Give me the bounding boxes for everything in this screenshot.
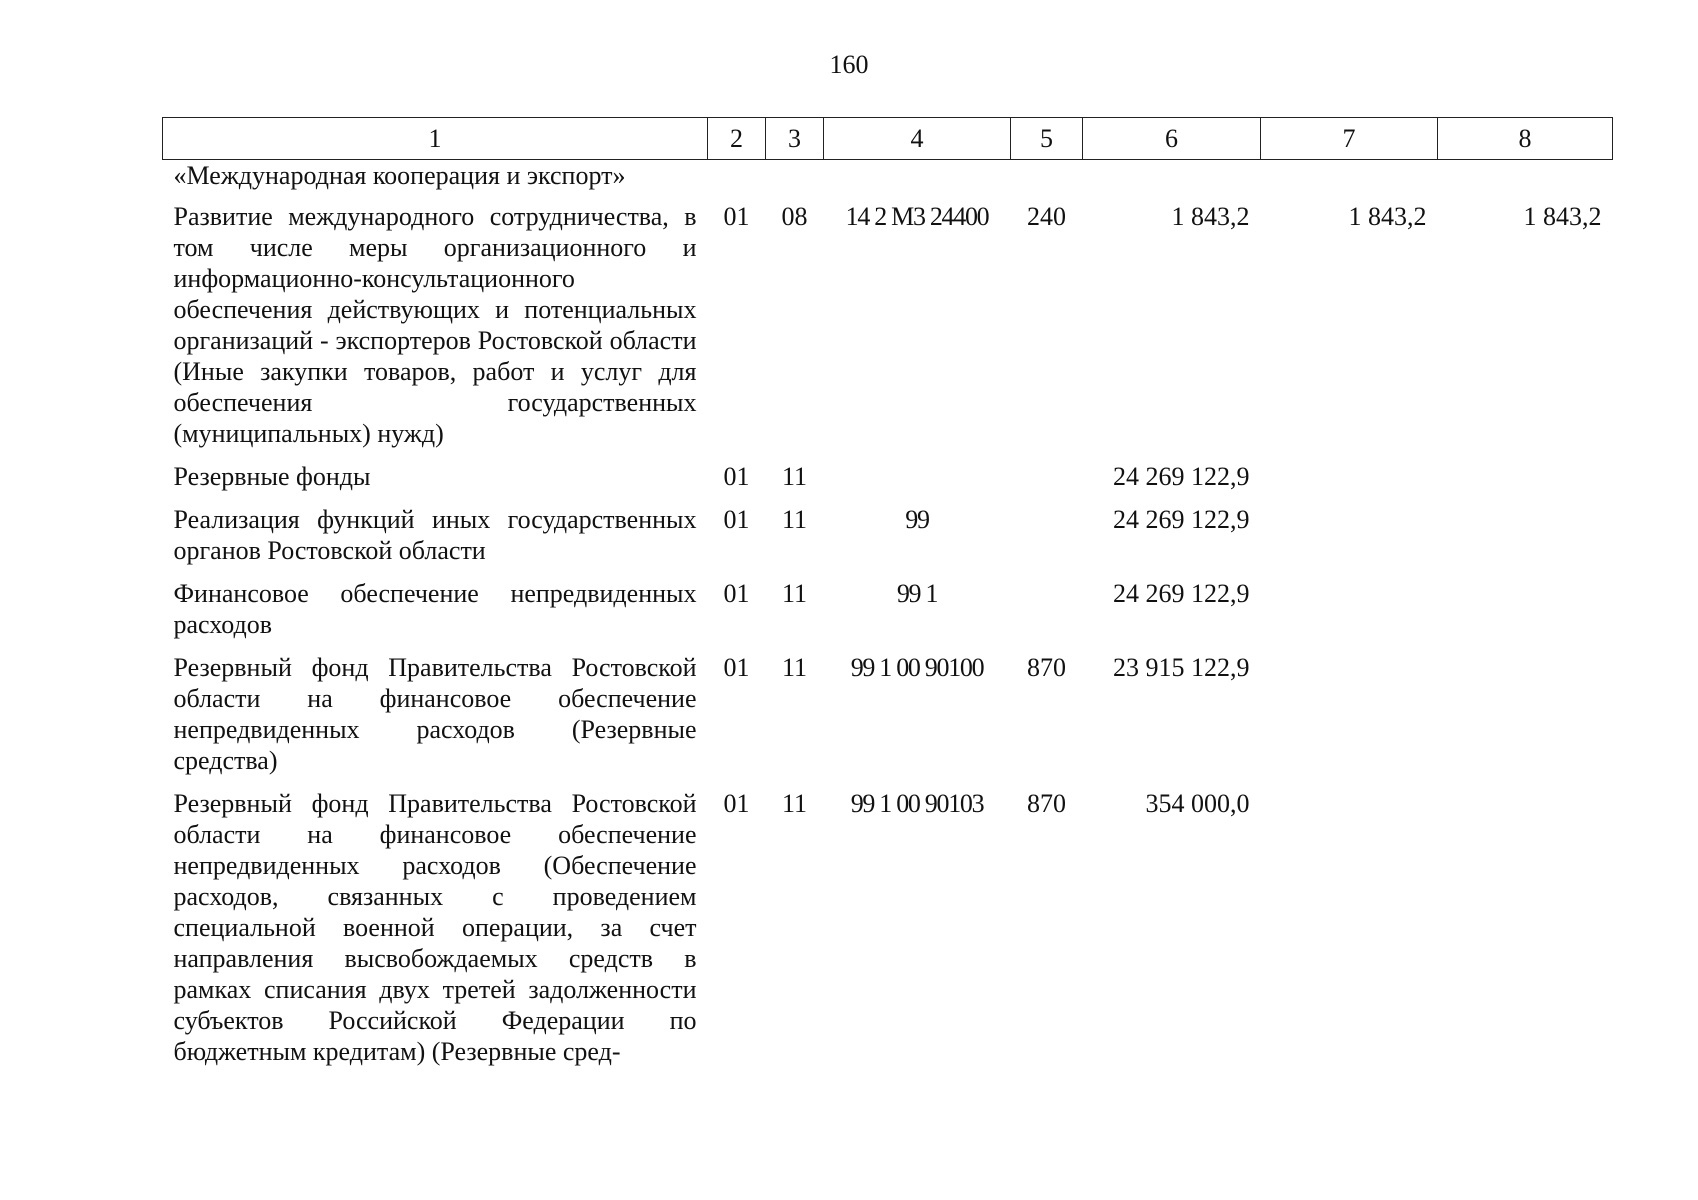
header-row [163, 118, 1613, 160]
row-csr [824, 461, 1011, 504]
table-row [163, 201, 1613, 461]
row-pr: 11 [781, 579, 808, 608]
table-header [163, 118, 1613, 160]
row-sum-3 [1438, 504, 1613, 578]
row-name: Резервные фонды [173, 462, 371, 491]
table-row [163, 578, 1613, 652]
row-rz: 01 [723, 462, 750, 491]
row-name: Резервный фонд Правительства Ростовской области на финансовое обеспечение непредвиденных расходов (Резервные средства) [173, 653, 697, 775]
table-row [163, 504, 1613, 578]
row-sum-3 [1438, 788, 1613, 1079]
row-name: Резервный фонд Правительства Ростовской области на финансовое обеспечение непредвиденных расходов (Обеспечение расходов, связанных с проведением специальной военной операции, за счет направления высвобождаемых средств в рамках списания двух третей задолженности субъектов Российской Федерации по бюджетным кредитам) (Резервные сред- [173, 789, 697, 1066]
row-sum-3 [1438, 461, 1613, 504]
row-sum-1: 354 000,0 [1145, 789, 1250, 818]
row-vr: 870 [1027, 789, 1066, 818]
row-name: Финансовое обеспечение непредвиденных расходов [173, 579, 697, 639]
row-sum-2 [1261, 788, 1438, 1079]
row-name: Реализация функций иных государственных органов Ростовской области [173, 505, 697, 565]
row-vr [1011, 504, 1083, 578]
row-sum-3 [1438, 578, 1613, 652]
header-col-7: 7 [1261, 118, 1438, 160]
row-rz: 01 [723, 653, 750, 682]
row-sum-1: 24 269 122,9 [1113, 579, 1250, 608]
row-sum-2 [1261, 652, 1438, 788]
row-vr [1011, 461, 1083, 504]
row-vr: 240 [1027, 202, 1066, 231]
header-col-5: 5 [1011, 118, 1083, 160]
header-col-4: 4 [824, 118, 1011, 160]
row-sum-2 [1261, 504, 1438, 578]
row-rz: 01 [723, 579, 750, 608]
header-col-2: 2 [708, 118, 766, 160]
row-csr: 99 1 [896, 579, 938, 608]
row-pr: 11 [781, 462, 808, 491]
header-col-8: 8 [1438, 118, 1613, 160]
row-name: Развитие международного сотрудничества, в том числе меры организационного и информационно-консультационного обеспечения действующих и потенциальных организаций - экспортеров Ростовской области (Иные закупки товаров, работ и услуг для обеспечения государственных (муниципальных) нужд) [173, 202, 697, 448]
row-sum-1: 23 915 122,9 [1113, 653, 1250, 682]
table-row [163, 788, 1613, 1079]
row-pr: 11 [781, 653, 808, 682]
row-csr: 99 1 00 90100 [850, 653, 984, 682]
row-pr: 08 [781, 202, 808, 231]
row-sum-2 [1261, 578, 1438, 652]
row-csr: 99 1 00 90103 [850, 789, 984, 818]
row-pr: 11 [781, 505, 808, 534]
budget-table [162, 117, 1613, 1079]
header-col-6: 6 [1083, 118, 1261, 160]
row-rz: 01 [723, 505, 750, 534]
row-sum-1: 1 843,2 [1171, 202, 1250, 231]
table-row [163, 461, 1613, 504]
table-body [163, 160, 1613, 1080]
continuation-row [163, 160, 1613, 202]
row-sum-2 [1261, 461, 1438, 504]
row-rz: 01 [723, 789, 750, 818]
header-col-3: 3 [766, 118, 824, 160]
row-sum-3 [1438, 652, 1613, 788]
row-rz: 01 [723, 202, 750, 231]
row-vr [1011, 578, 1083, 652]
row-sum-3: 1 843,2 [1523, 202, 1602, 231]
row-sum-1: 24 269 122,9 [1113, 505, 1250, 534]
row-csr: 14 2 М3 24400 [845, 202, 989, 231]
row-sum-2: 1 843,2 [1348, 202, 1427, 231]
header-col-1: 1 [163, 118, 708, 160]
row-sum-1: 24 269 122,9 [1113, 462, 1250, 491]
table-row [163, 652, 1613, 788]
continuation-text: «Международная кооперация и экспорт» [173, 161, 626, 190]
row-csr: 99 [905, 505, 929, 534]
page-number: 160 [829, 50, 869, 79]
row-vr: 870 [1027, 653, 1066, 682]
row-pr: 11 [781, 789, 808, 818]
